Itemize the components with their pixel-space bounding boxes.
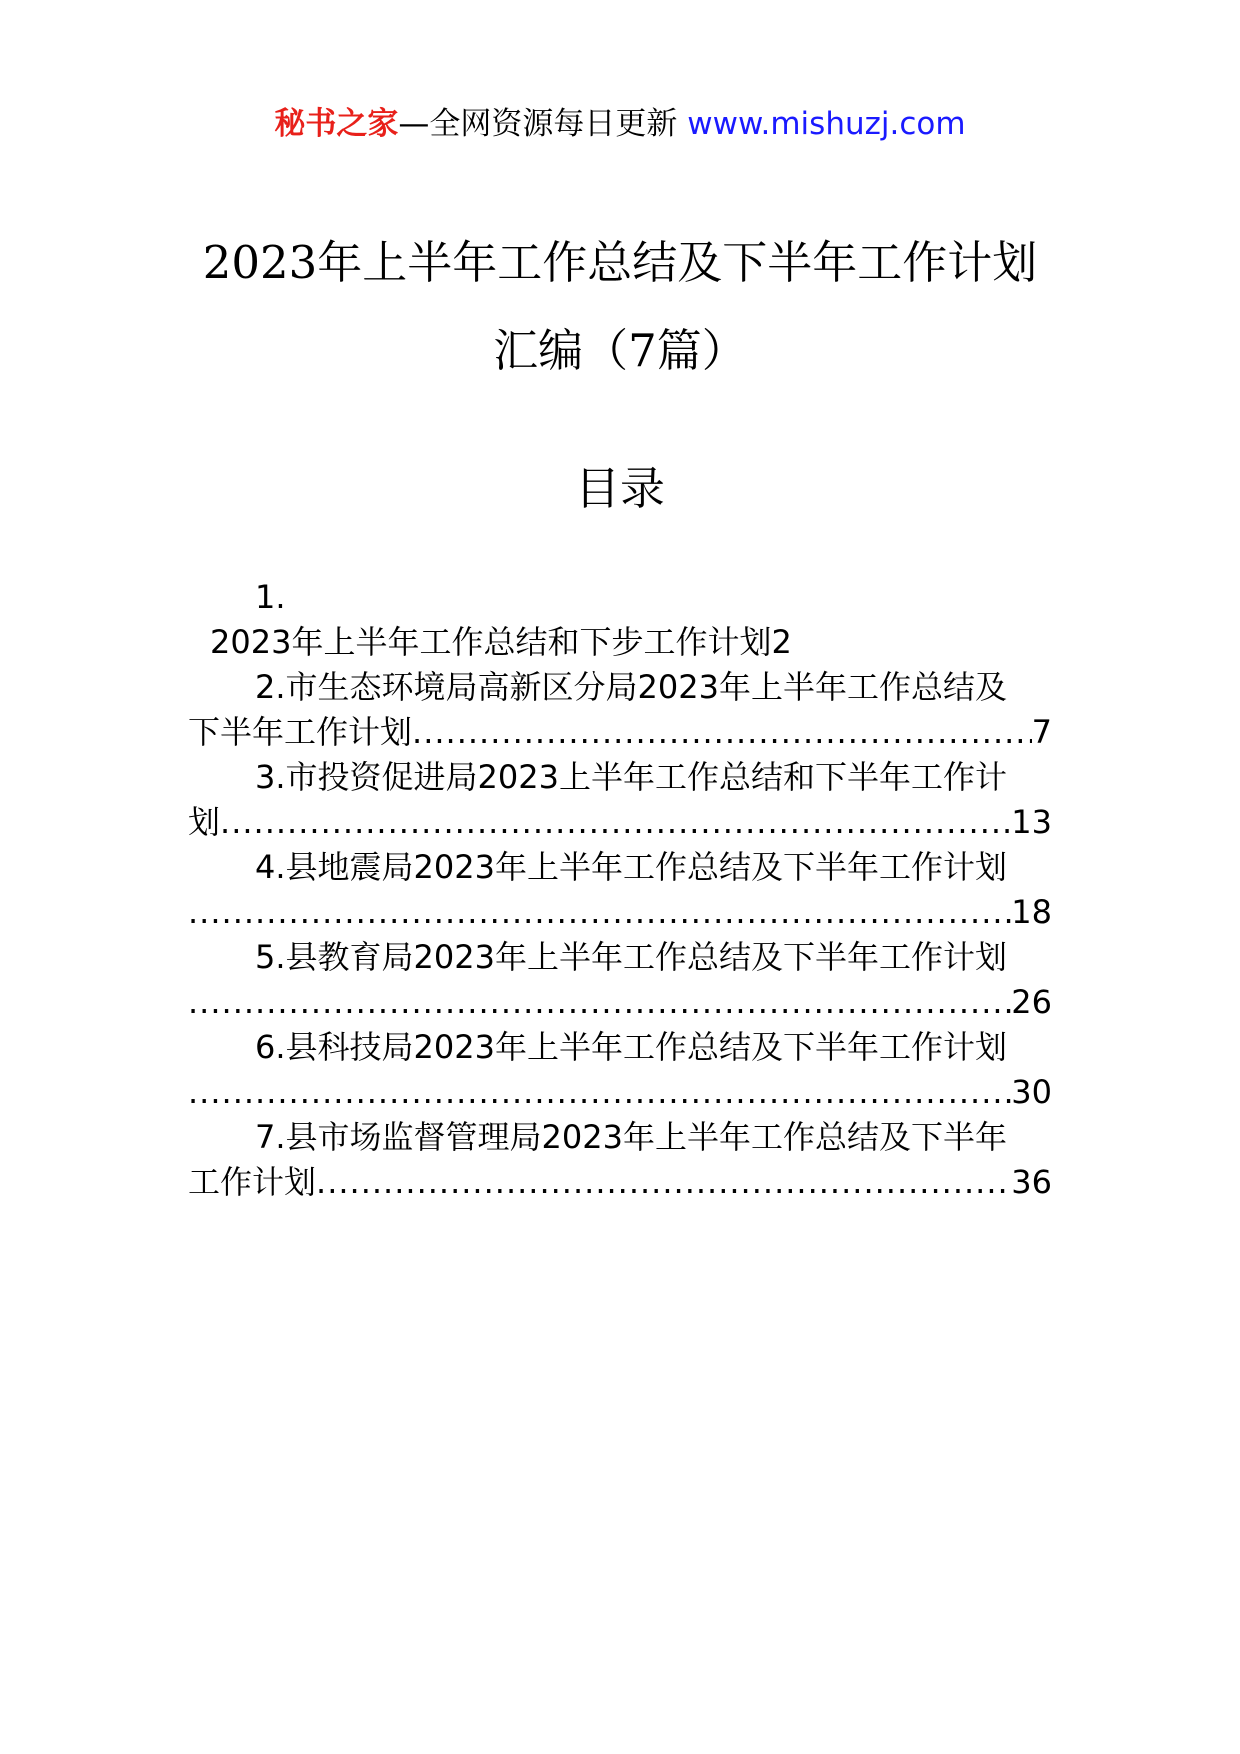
toc-item-5-line-2[interactable] — [188, 980, 1052, 1025]
document-title-line-1: 2023年上半年工作总结及下半年工作计划 — [202, 236, 1038, 289]
toc-item-1-number[interactable]: 1. — [255, 578, 286, 616]
toc-item-3-line-1[interactable]: 3.市投资促进局2023上半年工作总结和下半年工作计 — [255, 758, 1007, 796]
toc-item-4-line-2[interactable] — [188, 890, 1052, 935]
toc-item-5-line-1[interactable]: 5.县教育局2023年上半年工作总结及下半年工作计划 — [255, 938, 1007, 976]
toc-item-1-title: 2023年上半年工作总结和下步工作计划 — [210, 623, 772, 661]
toc-item-3-line-2[interactable] — [188, 800, 1052, 845]
toc-heading: 目录 — [574, 462, 665, 515]
toc-item-7-title-cont: 工作计划 — [188, 1163, 317, 1201]
toc-leader-dots — [316, 1160, 1011, 1205]
toc-item-2-page: 7 — [1031, 713, 1052, 751]
toc-leader-dots — [220, 800, 1011, 845]
toc-item-6-line-2[interactable] — [188, 1070, 1052, 1115]
toc-item-3-page: 13 — [1011, 803, 1052, 841]
site-url[interactable]: www.mishuzj.com — [687, 106, 966, 142]
toc-item-2-line-1[interactable]: 2.市生态环境局高新区分局2023年上半年工作总结及 — [255, 668, 1007, 706]
toc-item-6-page: 30 — [1011, 1073, 1052, 1111]
toc-item-7-page: 36 — [1011, 1163, 1052, 1201]
toc-item-3-title-cont: 划 — [188, 803, 221, 841]
toc-item-1-page: 2 — [771, 623, 792, 661]
toc-item-4-line-1[interactable]: 4.县地震局2023年上半年工作总结及下半年工作计划 — [255, 848, 1007, 886]
toc-leader-dots — [188, 1070, 1011, 1115]
toc-item-2-line-2[interactable] — [188, 710, 1052, 755]
toc-leader-dots — [412, 710, 1032, 755]
site-tagline: —全网资源每日更新 — [398, 106, 688, 142]
toc-leader-dots — [188, 890, 1011, 935]
toc-item-7-line-2[interactable] — [188, 1160, 1052, 1205]
table-of-contents — [188, 575, 1052, 1205]
toc-item-7-line-1[interactable]: 7.县市场监督管理局2023年上半年工作总结及下半年 — [255, 1118, 1007, 1156]
toc-item-1[interactable] — [188, 620, 1052, 665]
site-header — [0, 102, 1240, 146]
toc-item-5-page: 26 — [1011, 983, 1052, 1021]
document-title-line-2: 汇编（7篇） — [493, 324, 747, 377]
toc-item-6-line-1[interactable]: 6.县科技局2023年上半年工作总结及下半年工作计划 — [255, 1028, 1007, 1066]
toc-leader-dots — [188, 980, 1011, 1025]
site-brand: 秘书之家 — [274, 106, 399, 142]
toc-item-4-page: 18 — [1011, 893, 1052, 931]
toc-item-2-title-cont: 下半年工作计划 — [188, 713, 413, 751]
